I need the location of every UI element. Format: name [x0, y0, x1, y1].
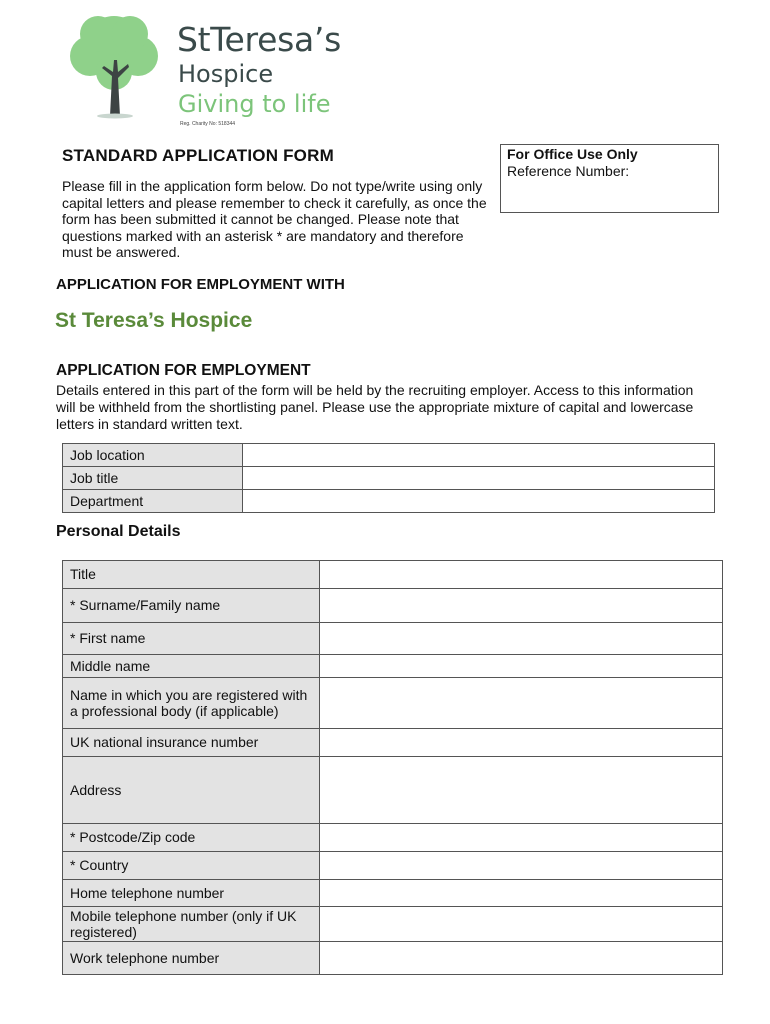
home-phone-label: Home telephone number	[63, 880, 320, 907]
table-row	[63, 467, 715, 490]
organisation-name: St Teresa’s Hospice	[55, 309, 253, 332]
middle-name-field[interactable]	[320, 655, 723, 678]
department-field[interactable]	[243, 490, 715, 513]
table-row	[63, 852, 723, 880]
home-phone-field[interactable]	[320, 880, 723, 907]
table-row	[63, 824, 723, 852]
table-row	[63, 623, 723, 655]
first-name-label: * First name	[63, 623, 320, 655]
reference-number-label: Reference Number:	[507, 163, 630, 179]
personal-details-heading: Personal Details	[56, 523, 181, 540]
title-label: Title	[63, 561, 320, 589]
work-phone-field[interactable]	[320, 942, 723, 975]
table-row	[63, 880, 723, 907]
table-row	[63, 757, 723, 824]
table-row	[63, 907, 723, 942]
postcode-field[interactable]	[320, 824, 723, 852]
tree-logo-icon	[66, 12, 162, 120]
table-row	[63, 942, 723, 975]
table-row	[63, 589, 723, 623]
brand-tagline: Giving to life	[178, 90, 331, 118]
table-row	[63, 729, 723, 757]
department-label: Department	[63, 490, 243, 513]
first-name-field[interactable]	[320, 623, 723, 655]
surname-label: * Surname/Family name	[63, 589, 320, 623]
employment-with-heading: APPLICATION FOR EMPLOYMENT WITH	[56, 276, 345, 293]
brand-name: StTeresa’s	[177, 20, 341, 59]
ni-number-field[interactable]	[320, 729, 723, 757]
job-details-table	[62, 443, 715, 513]
form-intro: Please fill in the application form below. Do not type/write using only capital letters and please remember to check it carefully, as once the form has been submitted it cannot be changed. Please note that questions marked with an asterisk * are mandatory and therefore must be answered.	[62, 178, 487, 260]
table-row	[63, 561, 723, 589]
job-title-label: Job title	[63, 467, 243, 490]
work-phone-label: Work telephone number	[63, 942, 320, 975]
address-field[interactable]	[320, 757, 723, 824]
professional-name-field[interactable]	[320, 678, 723, 729]
application-details: Details entered in this part of the form will be held by the recruiting employer. Access to this information will be withheld from the shortlisting panel. Please use the appropriate mixture of capital and lowercase letters in standard written text.	[56, 382, 694, 432]
application-heading: APPLICATION FOR EMPLOYMENT	[56, 362, 311, 379]
country-field[interactable]	[320, 852, 723, 880]
table-row	[63, 490, 715, 513]
middle-name-label: Middle name	[63, 655, 320, 678]
brand-sub: Hospice	[178, 60, 274, 88]
title-field[interactable]	[320, 561, 723, 589]
office-use-box	[500, 144, 719, 213]
mobile-phone-label: Mobile telephone number (only if UK registered)	[63, 907, 320, 942]
country-label: * Country	[63, 852, 320, 880]
job-location-label: Job location	[63, 444, 243, 467]
ni-number-label: UK national insurance number	[63, 729, 320, 757]
postcode-label: * Postcode/Zip code	[63, 824, 320, 852]
job-title-field[interactable]	[243, 467, 715, 490]
reg-charity-number: Reg. Charity No: 518344	[180, 121, 236, 127]
office-use-title: For Office Use Only	[507, 146, 638, 162]
professional-name-label: Name in which you are registered with a professional body (if applicable)	[63, 678, 320, 729]
personal-details-table	[62, 560, 723, 975]
form-title: STANDARD APPLICATION FORM	[62, 146, 334, 165]
address-label: Address	[63, 757, 320, 824]
table-row	[63, 444, 715, 467]
job-location-field[interactable]	[243, 444, 715, 467]
surname-field[interactable]	[320, 589, 723, 623]
table-row	[63, 655, 723, 678]
mobile-phone-field[interactable]	[320, 907, 723, 942]
table-row	[63, 678, 723, 729]
